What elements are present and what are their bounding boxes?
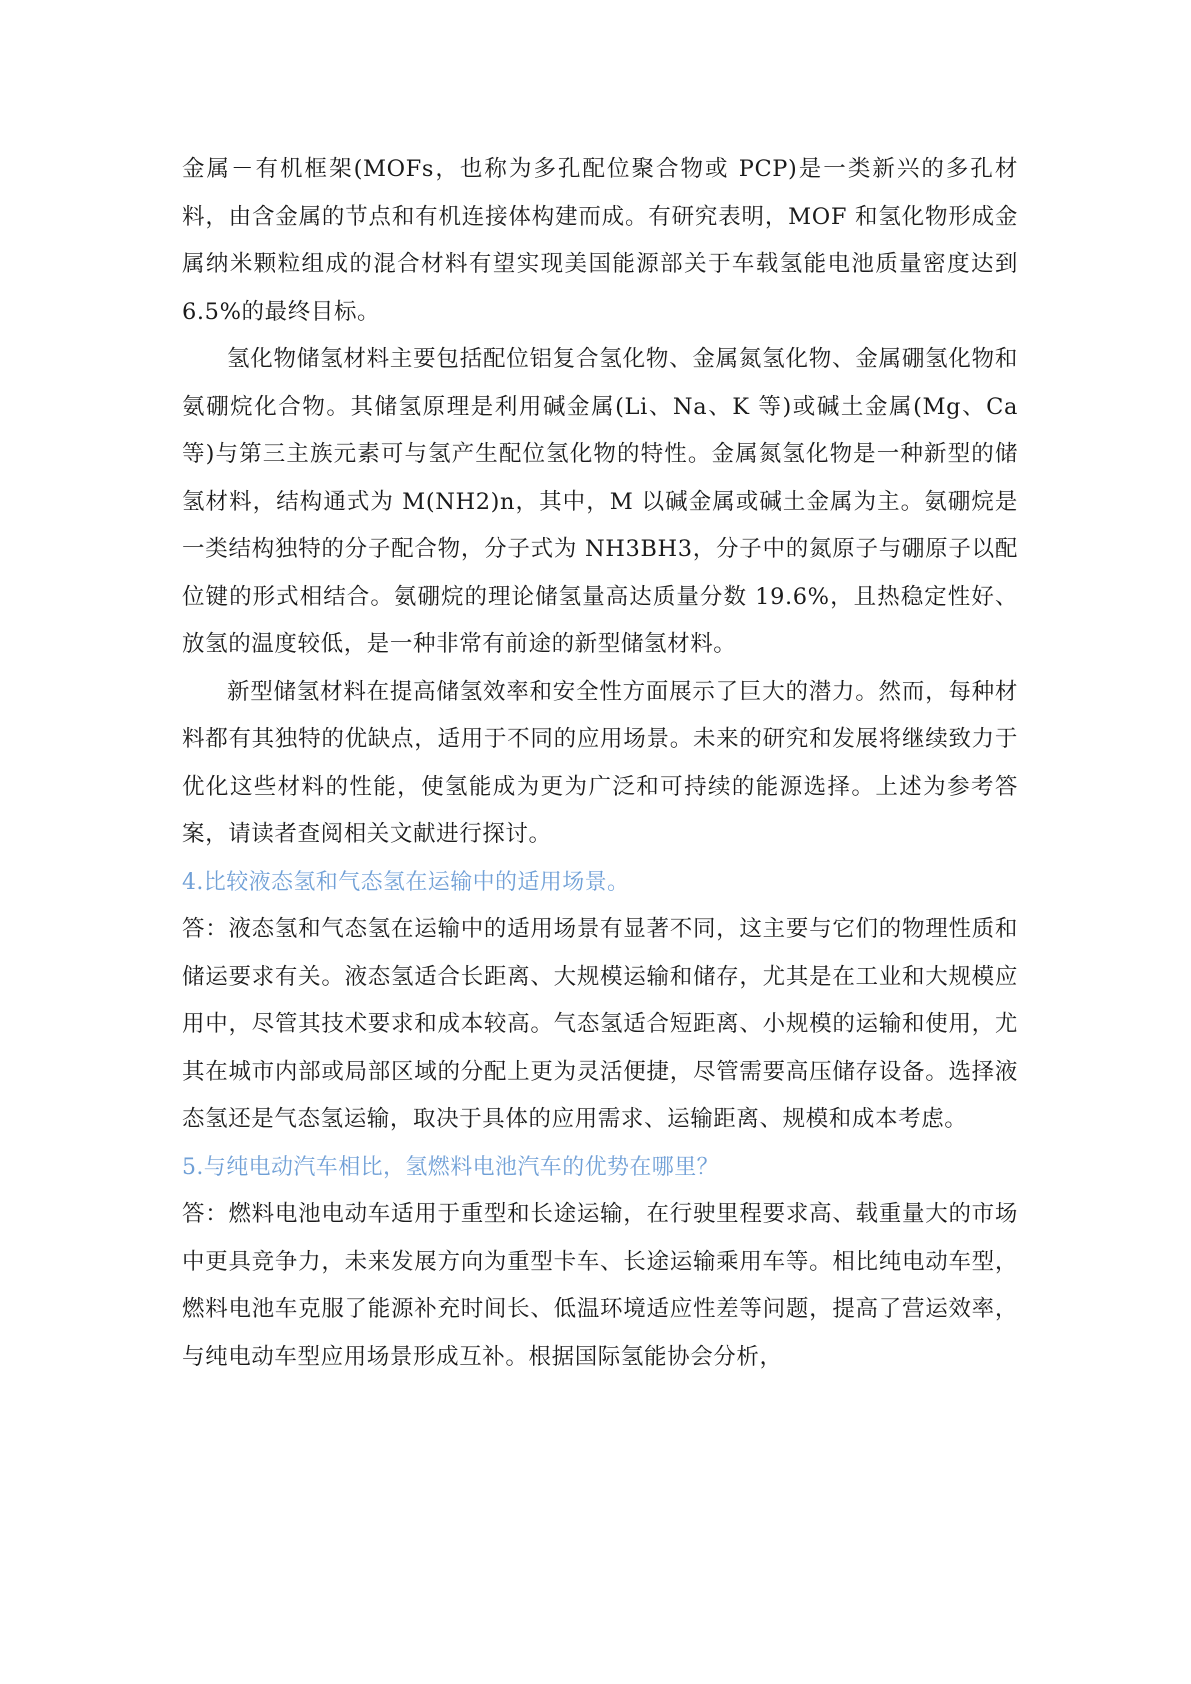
paragraph-hydride-storage: 氢化物储氢材料主要包括配位铝复合氢化物、金属氮氢化物、金属硼氢化物和氨硼烷化合物。其储氢原理是利用碱金属(Li、Na、K 等)或碱土金属(Mg、Ca 等)与第三主族元素可与氢产生配位氢化物的特性。金属氮氢化物是一种新型的储氢材料，结构通式为 M(NH2)n，其中，M 以碱金属或碱土金属为主。氨硼烷是一类结构独特的分子配合物，分子式为 NH3BH3，分子中的氮原子与硼原子以配位键的形式相结合。氨硼烷的理论储氢量高达质量分数 19.6%，且热稳定性好、放氢的温度较低，是一种非常有前途的新型储氢材料。 — [182, 346, 1018, 657]
answer-4-paragraph: 答：液态氢和气态氢在运输中的适用场景有显著不同，这主要与它们的物理性质和储运要求有关。液态氢适合长距离、大规模运输和储存，尤其是在工业和大规模应用中，尽管其技术要求和成本较高。气态氢适合短距离、小规模的运输和使用，尤其在城市内部或局部区域的分配上更为灵活便捷，尽管需要高压储存设备。选择液态氢还是气态氢运输，取决于具体的应用需求、运输距离、规模和成本考虑。 — [182, 916, 1018, 1132]
paragraph-new-materials-summary: 新型储氢材料在提高储氢效率和安全性方面展示了巨大的潜力。然而，每种材料都有其独特的优缺点，适用于不同的应用场景。未来的研究和发展将继续致力于优化这些材料的性能，使氢能成为更为广泛和可持续的能源选择。上述为参考答案，请读者查阅相关文献进行探讨。 — [182, 678, 1018, 847]
paragraph-mofs: 金属－有机框架(MOFs，也称为多孔配位聚合物或 PCP)是一类新兴的多孔材料，由含金属的节点和有机连接体构建而成。有研究表明，MOF 和氢化物形成金属纳米颗粒组成的混合材料有望实现美国能源部关于车载氢能电池质量密度达到 6.5%的最终目标。 — [182, 156, 1018, 325]
question-4-heading: 4.比较液态氢和气态氢在运输中的适用场景。 — [182, 869, 630, 895]
question-5-heading: 5.与纯电动汽车相比，氢燃料电池汽车的优势在哪里？ — [182, 1154, 719, 1180]
document-body — [182, 146, 1018, 1381]
answer-5-paragraph: 答：燃料电池电动车适用于重型和长途运输，在行驶里程要求高、载重量大的市场中更具竞争力，未来发展方向为重型卡车、长途运输乘用车等。相比纯电动车型，燃料电池车克服了能源补充时间长、低温环境适应性差等问题，提高了营运效率，与纯电动车型应用场景形成互补。根据国际氢能协会分析， — [182, 1201, 1018, 1370]
